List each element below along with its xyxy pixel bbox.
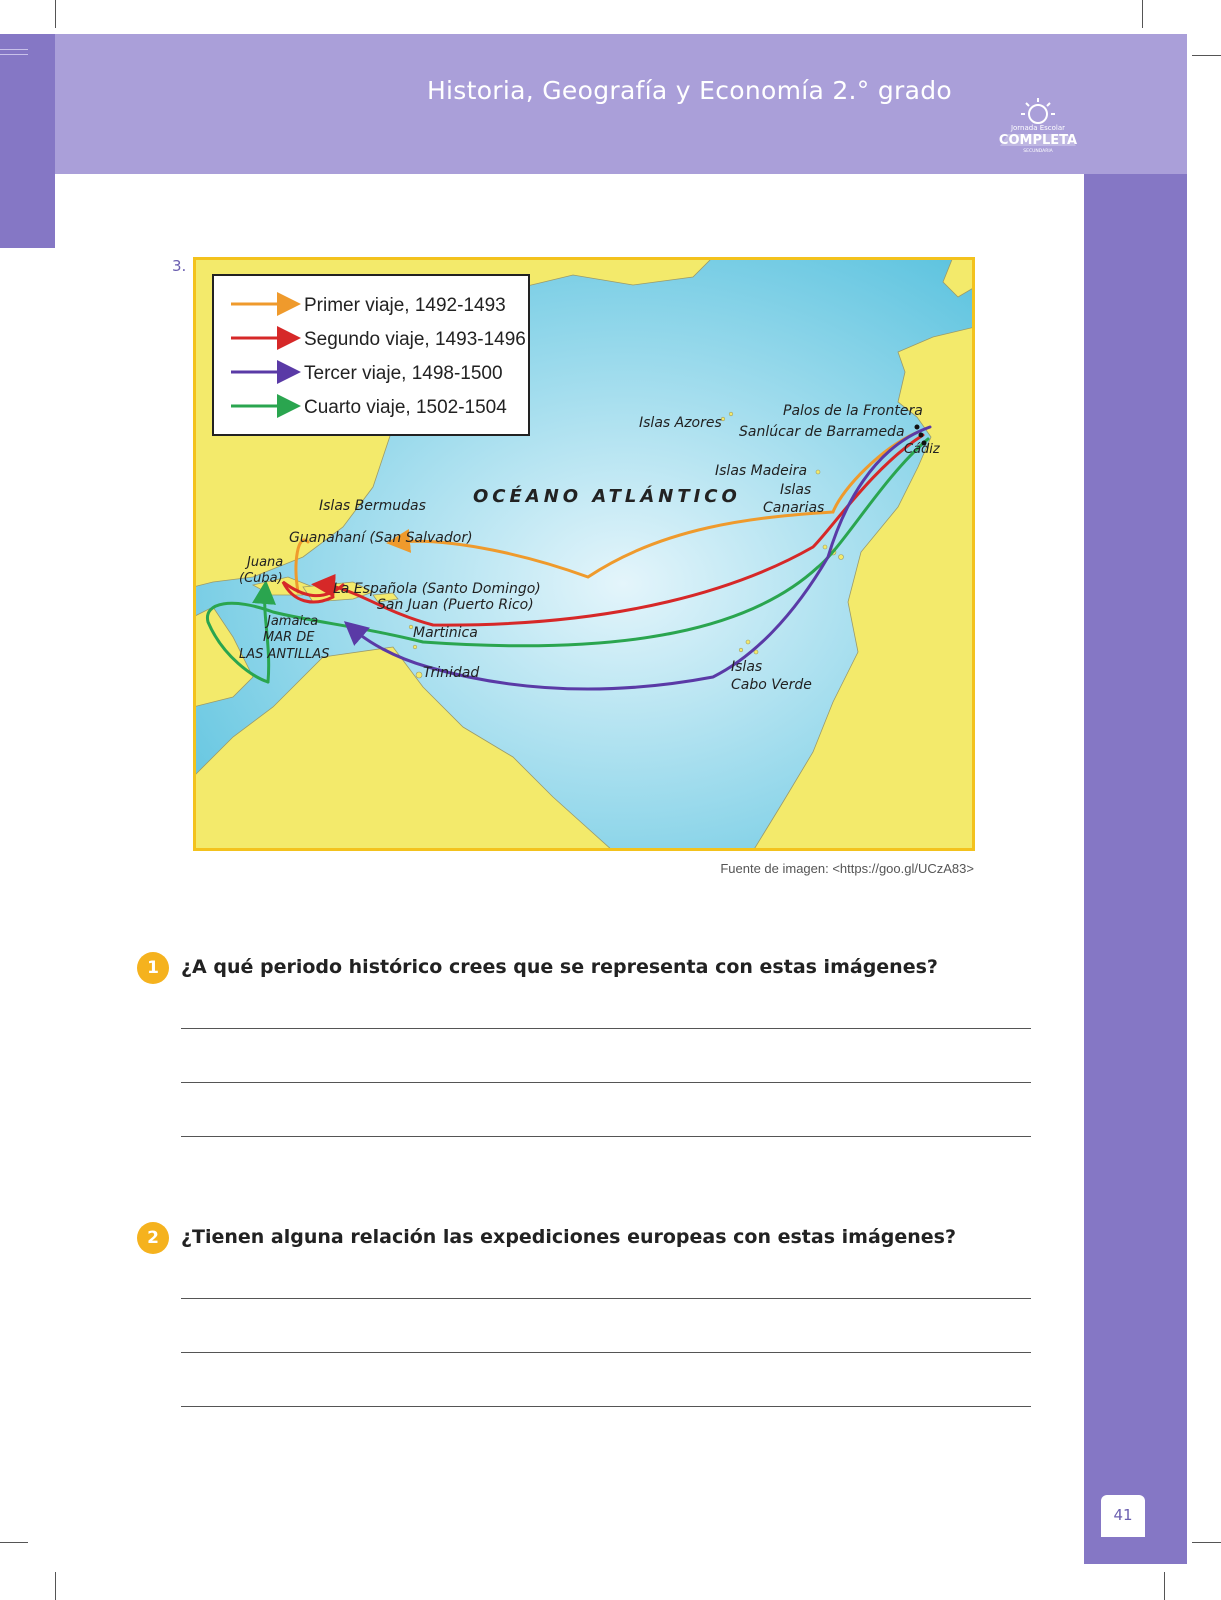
label-sanjuan: San Juan (Puerto Rico)	[377, 597, 534, 613]
crop-mark	[55, 0, 56, 28]
question-text: ¿Tienen alguna relación las expediciones europeas con estas imágenes?	[181, 1226, 956, 1248]
label-cadiz: Cádiz	[904, 442, 940, 457]
image-source: Fuente de imagen: <https://goo.gl/UCzA83>	[720, 861, 974, 876]
voyages-map	[193, 257, 975, 851]
label-mar-2: LAS ANTILLAS	[239, 647, 330, 662]
label-caboverde-2: Cabo Verde	[731, 677, 812, 693]
label-trinidad: Trinidad	[423, 665, 480, 681]
logo-main-text: COMPLETA	[998, 133, 1078, 148]
right-side-bar	[1084, 174, 1187, 1564]
legend-item-cuarto-viaje: Cuarto viaje, 1502-1504	[304, 397, 507, 418]
page-title: Historia, Geografía y Economía 2.° grado	[426, 76, 952, 105]
answer-line[interactable]	[181, 1028, 1031, 1029]
answer-line[interactable]	[181, 1136, 1031, 1137]
label-canarias-1: Islas	[780, 482, 812, 498]
label-martinica: Martinica	[413, 625, 478, 641]
label-sanlucar: Sanlúcar de Barrameda	[739, 424, 905, 440]
crop-mark	[55, 1572, 56, 1600]
label-bermudas: Islas Bermudas	[319, 498, 426, 514]
answer-line[interactable]	[181, 1406, 1031, 1407]
question-number-badge: 2	[137, 1222, 169, 1254]
crop-mark	[1142, 0, 1143, 28]
legend-item-segundo-viaje: Segundo viaje, 1493-1496	[304, 329, 526, 350]
question-text: ¿A qué periodo histórico crees que se representa con estas imágenes?	[181, 956, 938, 978]
label-madeira: Islas Madeira	[715, 463, 808, 479]
crop-mark	[0, 1542, 28, 1543]
label-jamaica: Jamaica	[267, 614, 319, 629]
figure-number: 3.	[172, 257, 187, 275]
logo-top-text: Jornada Escolar	[1010, 124, 1066, 132]
label-ocean: OCÉANO ATLÁNTICO	[473, 486, 741, 507]
label-guanahani: Guanahaní (San Salvador)	[289, 530, 473, 546]
left-tab	[0, 34, 55, 248]
crop-mark	[1192, 55, 1221, 56]
label-palos: Palos de la Frontera	[783, 403, 923, 419]
crop-mark	[1192, 1542, 1221, 1543]
question-number-badge: 1	[137, 952, 169, 984]
label-canarias-2: Canarias	[763, 500, 825, 516]
label-espanola: La Española (Santo Domingo)	[333, 581, 541, 597]
legend-item-primer-viaje: Primer viaje, 1492-1493	[304, 295, 506, 316]
label-azores: Islas Azores	[639, 415, 722, 431]
label-caboverde-1: Islas	[731, 659, 763, 675]
answer-line[interactable]	[181, 1298, 1031, 1299]
crop-mark	[1164, 1572, 1165, 1600]
label-mar-1: MAR DE	[263, 630, 315, 645]
page-number: 41	[1101, 1495, 1145, 1537]
answer-line[interactable]	[181, 1352, 1031, 1353]
logo-sub-text: SECUNDARIA	[1023, 149, 1053, 154]
answer-line[interactable]	[181, 1082, 1031, 1083]
logo	[996, 96, 1080, 154]
legend-item-tercer-viaje: Tercer viaje, 1498-1500	[304, 363, 503, 384]
label-juana-1: Juana	[247, 555, 284, 570]
label-juana-2: (Cuba)	[239, 571, 283, 586]
